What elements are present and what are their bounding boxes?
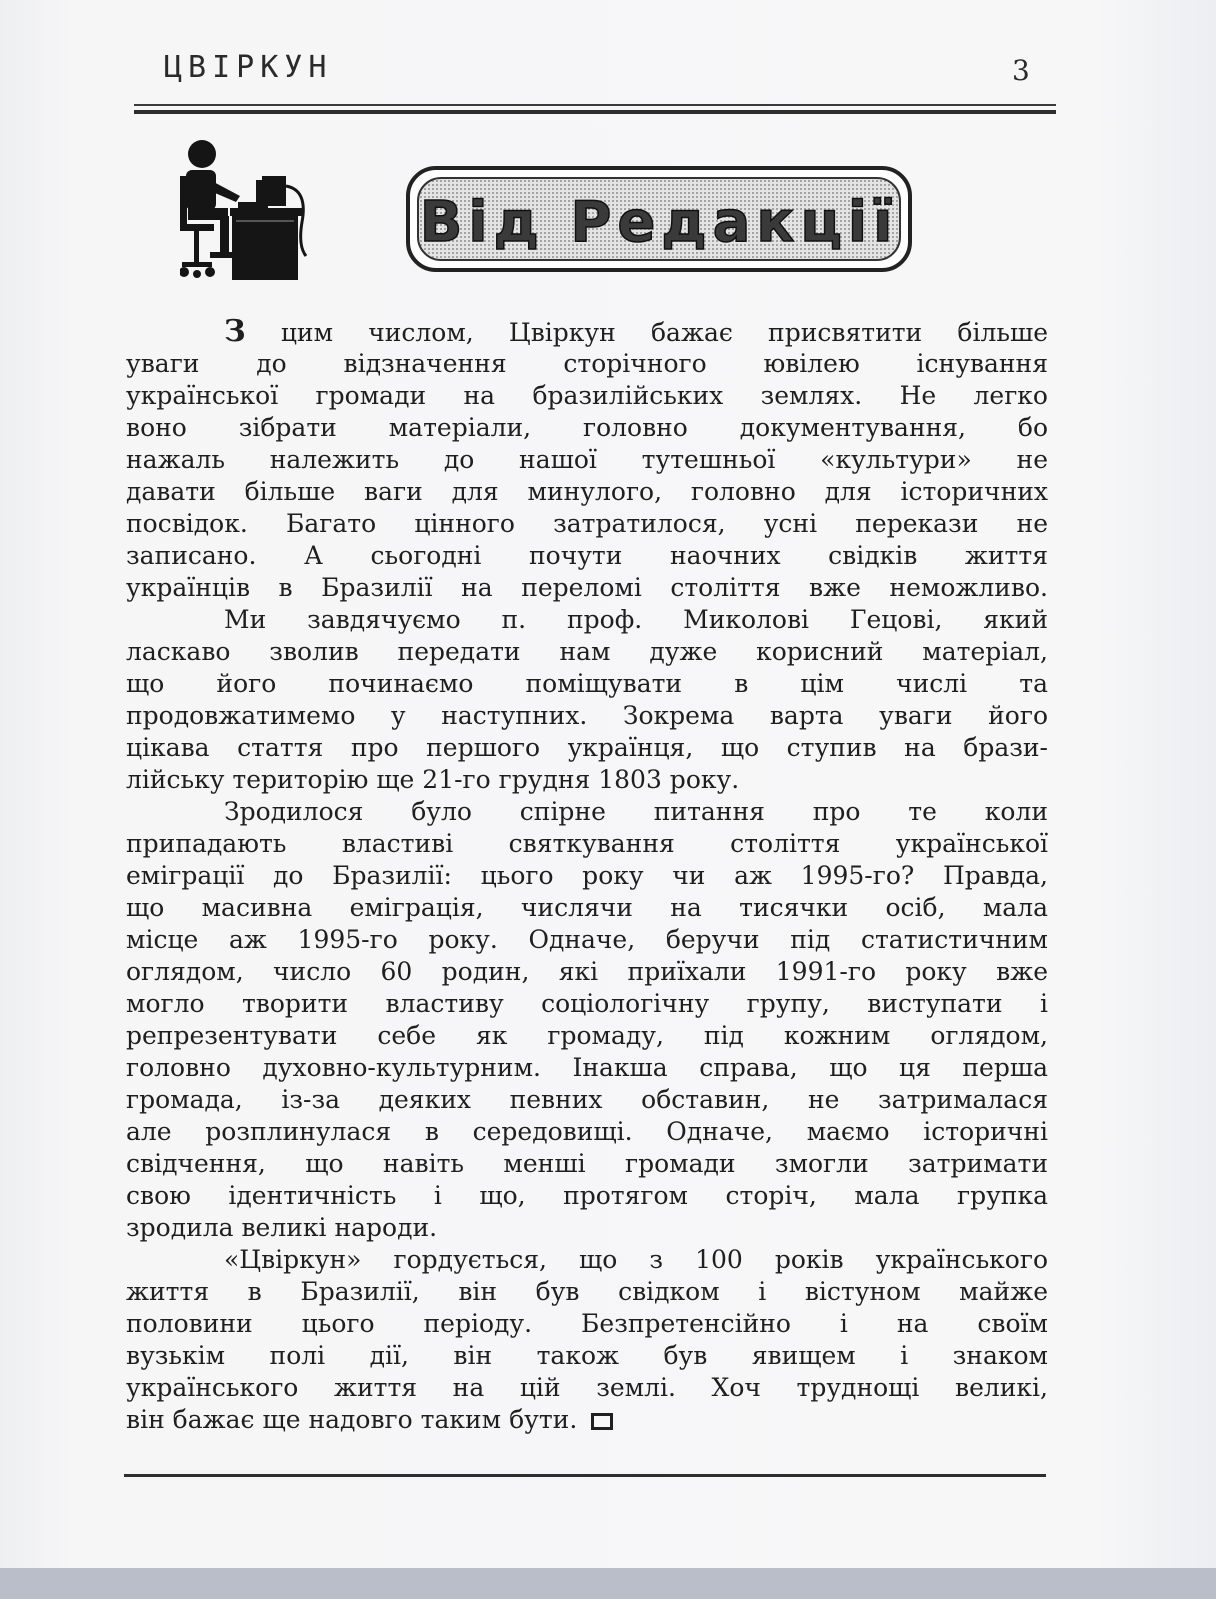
paragraph-3-line: свідчення, що навіть менші громади змогли затримати: [126, 1149, 1048, 1178]
paragraph-3-line: припадають властиві святкування століття української: [126, 829, 1048, 858]
paragraph-1-line: українців в Бразилії на переломі століття вже неможливо.: [126, 573, 1048, 602]
person-at-computer-desk-icon: [180, 136, 320, 286]
paragraph-3-line: що масивна еміграція, числячи на тисячки осіб, мала: [126, 893, 1048, 922]
paragraph-2-line: цікава стаття про першого українця, що ступив на брази-: [126, 733, 1048, 762]
page-number: 3: [1012, 54, 1030, 87]
paragraph-4-line: українського життя на цій землі. Хоч труднощі великі,: [126, 1373, 1048, 1402]
paragraph-1-line: посвідок. Багато цінного затратилося, усні перекази не: [126, 509, 1048, 538]
paragraph-1-line: української громади на бразилійських землях. Не легко: [126, 381, 1048, 410]
paragraph-2-line: що його починаємо поміщувати в цім числі та: [126, 669, 1048, 698]
footer-rule: [124, 1474, 1046, 1477]
paragraph-2-line: лійську територію ще 21-го грудня 1803 року.: [126, 765, 740, 794]
end-of-article-square-icon: [591, 1413, 613, 1430]
paragraph-4-last-line: [126, 1404, 1048, 1436]
closing-sentence: він бажає ще надовго таким бути.: [126, 1405, 578, 1434]
header-rule-thick: [134, 110, 1056, 114]
header-rule-thin: [134, 104, 1056, 106]
paragraph-3-line: репрезентувати себе як громаду, під кожним оглядом,: [126, 1021, 1048, 1050]
section-title: Від Редакції: [419, 190, 899, 255]
drop-cap: З: [224, 314, 246, 349]
paragraph-2-line: ласкаво зволив передати нам дуже корисний матеріал,: [126, 637, 1048, 666]
paragraph-3-line: Зродилося було спірне питання про те коли: [224, 797, 1048, 826]
paragraph-1-line: давати більше ваги для минулого, головно для історичних: [126, 477, 1048, 506]
paragraph-1-line: уваги до відзначення сторічного ювілею існування: [126, 349, 1048, 378]
paragraph-3-line: головно духовно-культурним. Інакша справа, що ця перша: [126, 1053, 1048, 1082]
paragraph-3-line: громада, із-за деяких певних обставин, не затрималася: [126, 1085, 1048, 1114]
paragraph-3-line: могло творити властиву соціологічну групу, виступати і: [126, 989, 1048, 1018]
paragraph-4-line: половини цього періоду. Безпретенсійно і на своїм: [126, 1309, 1048, 1338]
paragraph-1-line: нажаль належить до нашої тутешньої «культури» не: [126, 445, 1048, 474]
paragraph-2-line: Ми завдячуємо п. проф. Миколові Гецові, який: [224, 605, 1048, 634]
paragraph-4-line: життя в Бразилії, він був свідком і вістуном майже: [126, 1277, 1048, 1306]
paragraph-2-line: продовжатимемо у наступних. Зокрема варта уваги його: [126, 701, 1048, 730]
paragraph-3-line: свою ідентичність і що, протягом сторіч, мала групка: [126, 1181, 1048, 1210]
banner-dotted-panel: [417, 177, 901, 261]
paragraph-3-line: оглядом, число 60 родин, які приїхали 1991-го року вже: [126, 957, 1048, 986]
paragraph-1-line-1: З цим числом, Цвіркун бажає присвятити більше: [224, 314, 1048, 349]
paragraph-3-line: еміграції до Бразилії: цього року чи аж 1995-го? Правда,: [126, 861, 1048, 890]
paragraph-4-line: «Цвіркун» гордується, що з 100 років українського: [224, 1245, 1048, 1274]
paragraph-1-line: записано. А сьогодні почути наочних свідків життя: [126, 541, 1048, 570]
paragraph-3-line: але розплинулася в середовищі. Одначе, маємо історичні: [126, 1117, 1048, 1146]
scan-bottom-edge: [0, 1568, 1216, 1599]
paragraph-3-line: зродила великі народи.: [126, 1213, 438, 1242]
article-body: [126, 316, 1048, 1436]
running-title: ЦВІРКУН: [164, 50, 333, 85]
paragraph-4-line: вузькім полі дії, він також був явищем і знаком: [126, 1341, 1048, 1370]
paragraph-1-line: воно зібрати матеріали, головно документування, бо: [126, 413, 1048, 442]
paragraph-3-line: місце аж 1995-го року. Одначе, беручи під статистичним: [126, 925, 1048, 954]
section-banner: [406, 166, 912, 272]
